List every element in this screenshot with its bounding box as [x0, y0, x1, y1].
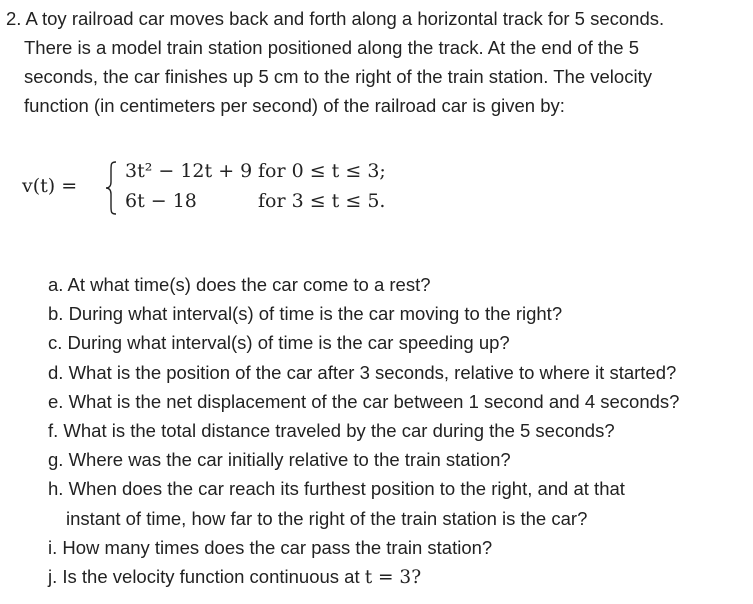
question-i: i. How many times does the car pass the train station? — [48, 536, 493, 558]
intro-line-4: function (in centimeters per second) of the railroad car is given by: — [24, 95, 565, 116]
question-list — [48, 270, 748, 592]
intro-line-1: 2. A toy railroad car moves back and forth along a horizontal track for 5 seconds. — [6, 8, 665, 29]
question-c: c. During what interval(s) of time is the car speeding up? — [48, 332, 510, 354]
question-d: d. What is the position of the car after 3 seconds, relative to where it started? — [48, 361, 677, 383]
question-j-text: j. Is the velocity function continuous at — [48, 566, 365, 588]
question-g: g. Where was the car initially relative to the train station? — [48, 449, 511, 471]
question-h-line-2: instant of time, how far to the right of the train station is the car? — [66, 507, 588, 529]
question-b: b. During what interval(s) of time is the car moving to the right? — [48, 303, 563, 325]
question-j — [48, 562, 748, 592]
question-e: e. What is the net displacement of the car between 1 second and 4 seconds? — [48, 390, 680, 412]
case-1-condition: for 0 ≤ t ≤ 3; — [258, 160, 386, 182]
problem-statement — [6, 4, 726, 120]
intro-line-3: seconds, the car finishes up 5 cm to the right of the train station. The velocity — [24, 66, 652, 87]
intro-line-2: There is a model train station positioned along the track. At the end of the 5 — [24, 37, 639, 58]
left-brace-icon — [104, 160, 118, 216]
question-j-math: t = 3? — [364, 567, 422, 589]
case-1-expression: 3t² − 12t + 9 — [125, 160, 253, 182]
question-f: f. What is the total distance traveled by the car during the 5 seconds? — [48, 420, 615, 442]
equation-lhs: v(t) = — [22, 175, 78, 197]
question-h-line-1: h. When does the car reach its furthest position to the right, and at that — [48, 478, 625, 500]
question-a: a. At what time(s) does the car come to a rest? — [48, 274, 431, 295]
case-2-condition: for 3 ≤ t ≤ 5. — [258, 190, 386, 212]
case-2-expression: 6t − 18 — [125, 190, 197, 212]
